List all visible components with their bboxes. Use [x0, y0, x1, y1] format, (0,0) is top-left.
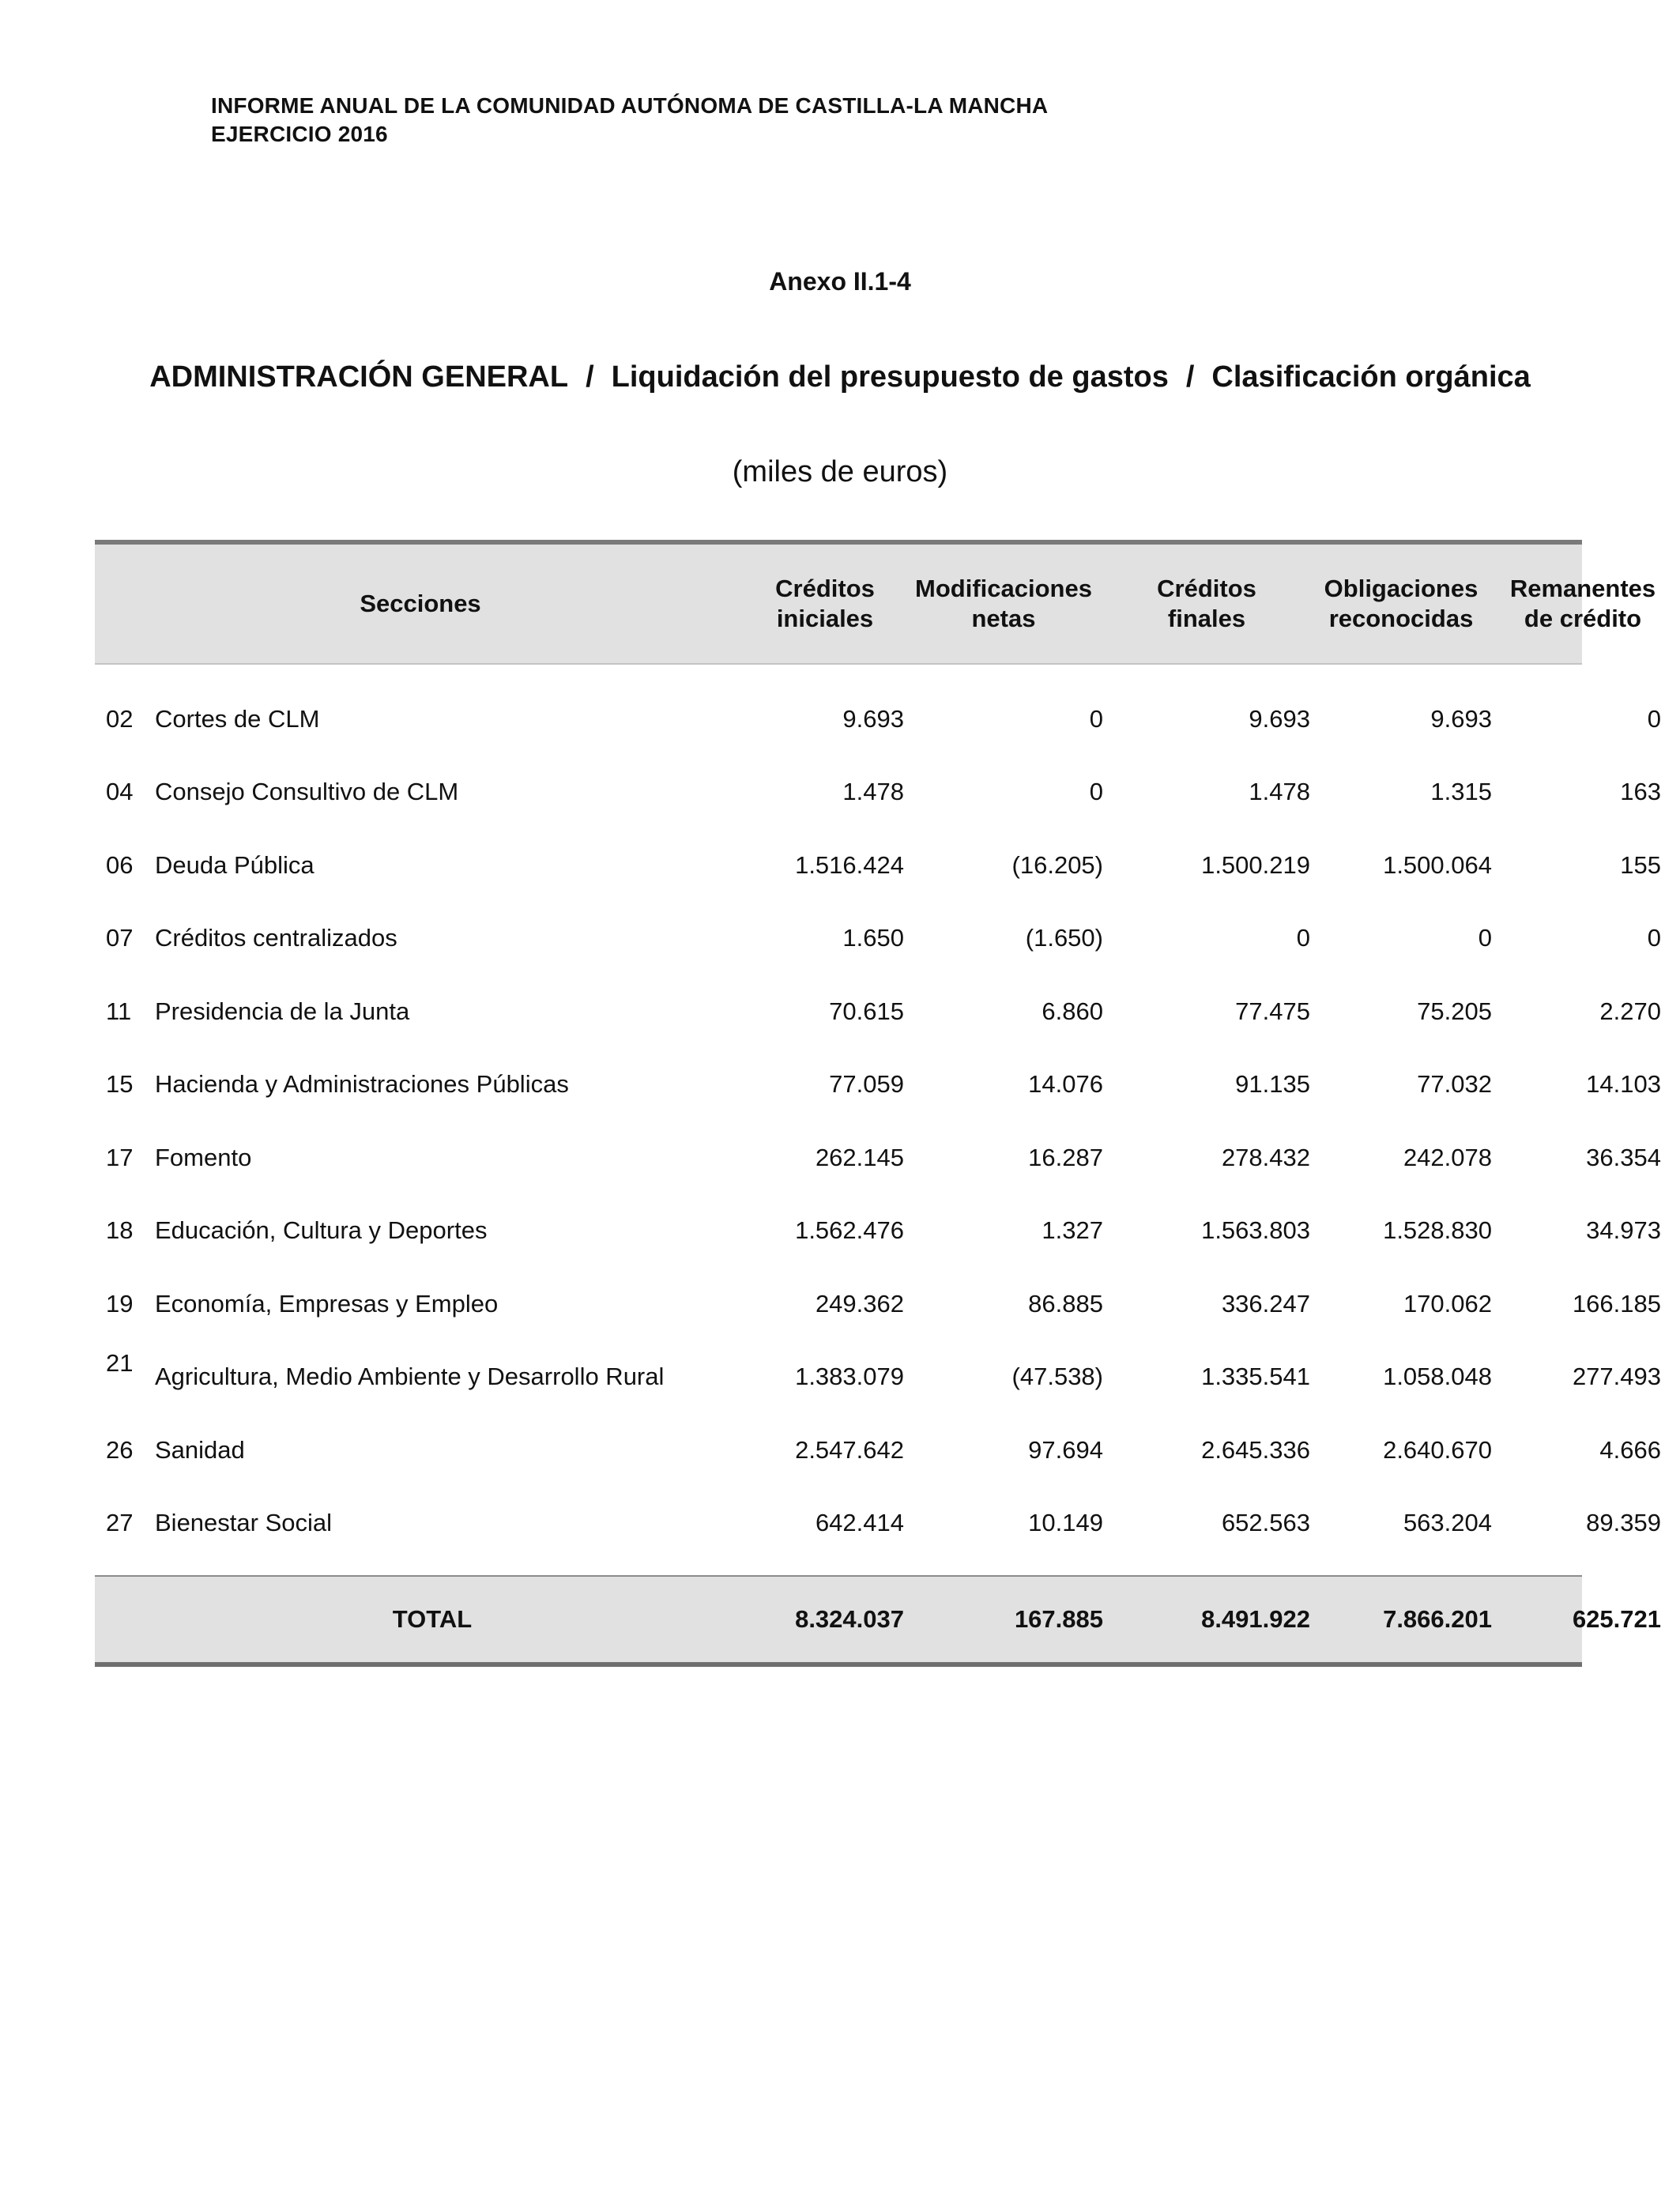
units-label: (miles de euros): [732, 455, 948, 488]
remanentes-credito-value: 34.973: [1586, 1216, 1661, 1245]
total-label: TOTAL: [392, 1605, 473, 1633]
creditos-finales-value: 278.432: [1221, 1143, 1310, 1171]
creditos-finales-value: 652.563: [1221, 1509, 1310, 1537]
creditos-finales-value: 0: [1296, 924, 1310, 952]
table-row: [95, 1487, 1661, 1560]
section-name: Hacienda y Administraciones Públicas: [155, 1070, 569, 1099]
modificaciones-netas-value: 6.860: [1042, 997, 1103, 1025]
section-code: 15: [106, 1070, 134, 1099]
creditos-finales-value: 1.478: [1249, 778, 1310, 806]
column-header-remanentes-credito: [1492, 574, 1674, 634]
modificaciones-netas-value: (16.205): [1011, 850, 1103, 879]
section-name: Sanidad: [155, 1435, 245, 1464]
obligaciones-reconocidas-value: 1.528.830: [1383, 1216, 1492, 1245]
column-header-line: netas: [971, 605, 1036, 632]
creditos-iniciales-value: 1.516.424: [795, 850, 904, 879]
column-header-line: finales: [1167, 605, 1246, 632]
section-code: 06: [106, 850, 134, 879]
creditos-iniciales-value: 9.693: [842, 704, 904, 733]
page-title: [0, 360, 1680, 394]
section-name: Créditos centralizados: [155, 924, 397, 952]
table-row: [95, 1267, 1661, 1340]
column-header-creditos-iniciales: [746, 574, 904, 634]
modificaciones-netas-value: (47.538): [1011, 1363, 1103, 1391]
section-name: Bienestar Social: [155, 1509, 333, 1537]
column-header-line: Obligaciones: [1324, 575, 1478, 602]
obligaciones-reconocidas-value: 1.500.064: [1383, 850, 1492, 879]
section-name: Educación, Cultura y Deportes: [155, 1216, 488, 1245]
column-header-line: Créditos: [1157, 575, 1256, 602]
total-row: [95, 1577, 1661, 1662]
column-header-obligaciones-reconocidas: [1310, 574, 1492, 634]
column-header-line: Modificaciones: [915, 575, 1092, 602]
modificaciones-netas-value: 0: [1089, 778, 1103, 806]
modificaciones-netas-value: (1.650): [1025, 924, 1103, 952]
table-row: [95, 1340, 1661, 1414]
total-remanentes-credito: 625.721: [1572, 1605, 1661, 1633]
column-header-line: Créditos: [775, 575, 875, 602]
table-row: [95, 1121, 1661, 1194]
remanentes-credito-value: 14.103: [1586, 1070, 1661, 1099]
section-name: Fomento: [155, 1143, 252, 1171]
title-part-classification: Clasificación orgánica: [1211, 360, 1531, 394]
column-header-secciones: Secciones: [360, 590, 481, 617]
section-code: 18: [106, 1216, 134, 1245]
section-name: Economía, Empresas y Empleo: [155, 1289, 499, 1318]
total-creditos-iniciales: 8.324.037: [795, 1605, 904, 1633]
creditos-iniciales-value: 70.615: [829, 997, 904, 1025]
modificaciones-netas-value: 10.149: [1028, 1509, 1103, 1537]
creditos-finales-value: 2.645.336: [1201, 1435, 1310, 1464]
column-header-line: iniciales: [776, 605, 874, 632]
creditos-finales-value: 9.693: [1249, 704, 1310, 733]
budget-table: [95, 540, 1661, 1667]
remanentes-credito-value: 163: [1620, 778, 1661, 806]
section-name: Deuda Pública: [155, 850, 315, 879]
table-row: [95, 1048, 1661, 1122]
table-row: [95, 756, 1661, 829]
creditos-iniciales-value: 77.059: [829, 1070, 904, 1099]
remanentes-credito-value: 89.359: [1586, 1509, 1661, 1537]
creditos-finales-value: 77.475: [1235, 997, 1310, 1025]
title-separator: /: [586, 360, 594, 394]
table-row: [95, 682, 1661, 756]
obligaciones-reconocidas-value: 9.693: [1430, 704, 1492, 733]
report-header-line2: EJERCICIO 2016: [211, 122, 388, 146]
obligaciones-reconocidas-value: 242.078: [1403, 1143, 1492, 1171]
title-part-liquidation: Liquidación del presupuesto de gastos: [611, 360, 1169, 394]
modificaciones-netas-value: 86.885: [1028, 1289, 1103, 1318]
section-name: Agricultura, Medio Ambiente y Desarrollo Rural: [155, 1363, 665, 1391]
total-modificaciones-netas: 167.885: [1014, 1605, 1103, 1633]
modificaciones-netas-value: 16.287: [1028, 1143, 1103, 1171]
creditos-iniciales-value: 1.650: [842, 924, 904, 952]
creditos-iniciales-value: 1.383.079: [795, 1363, 904, 1391]
annex-label: Anexo II.1-4: [769, 267, 911, 296]
modificaciones-netas-value: 97.694: [1028, 1435, 1103, 1464]
total-creditos-finales: 8.491.922: [1201, 1605, 1310, 1633]
obligaciones-reconocidas-value: 77.032: [1417, 1070, 1492, 1099]
creditos-iniciales-value: 1.562.476: [795, 1216, 904, 1245]
creditos-iniciales-value: 1.478: [842, 778, 904, 806]
title-part-administration: ADMINISTRACIÓN GENERAL: [149, 360, 569, 394]
section-code: 04: [106, 778, 134, 806]
obligaciones-reconocidas-value: 563.204: [1403, 1509, 1492, 1537]
remanentes-credito-value: 0: [1647, 704, 1661, 733]
table-row: [95, 828, 1661, 902]
obligaciones-reconocidas-value: 170.062: [1403, 1289, 1492, 1318]
section-name: Consejo Consultivo de CLM: [155, 778, 459, 806]
title-separator: /: [1185, 360, 1195, 394]
table-row: [95, 1194, 1661, 1268]
obligaciones-reconocidas-value: 1.315: [1430, 778, 1492, 806]
modificaciones-netas-value: 1.327: [1042, 1216, 1103, 1245]
creditos-finales-value: 336.247: [1221, 1289, 1310, 1318]
obligaciones-reconocidas-value: 2.640.670: [1383, 1435, 1492, 1464]
section-code: 27: [106, 1509, 134, 1537]
remanentes-credito-value: 277.493: [1572, 1363, 1661, 1391]
column-header-creditos-finales: [1103, 574, 1310, 634]
obligaciones-reconocidas-value: 1.058.048: [1383, 1363, 1492, 1391]
table-row: [95, 902, 1661, 975]
obligaciones-reconocidas-value: 0: [1478, 924, 1492, 952]
section-code: 21: [106, 1348, 134, 1377]
remanentes-credito-value: 2.270: [1599, 997, 1661, 1025]
column-header-line: Remanentes: [1509, 575, 1656, 602]
creditos-finales-value: 1.563.803: [1201, 1216, 1310, 1245]
modificaciones-netas-value: 0: [1089, 704, 1103, 733]
table-row: [95, 974, 1661, 1048]
section-code: 19: [106, 1289, 134, 1318]
section-code: 26: [106, 1435, 134, 1464]
column-header-line: de crédito: [1524, 605, 1642, 632]
creditos-iniciales-value: 249.362: [815, 1289, 904, 1318]
modificaciones-netas-value: 14.076: [1028, 1070, 1103, 1099]
table-body: [95, 665, 1661, 1575]
section-code: 02: [106, 704, 134, 733]
total-obligaciones-reconocidas: 7.866.201: [1383, 1605, 1492, 1633]
creditos-finales-value: 91.135: [1235, 1070, 1310, 1099]
remanentes-credito-value: 166.185: [1572, 1289, 1661, 1318]
column-header-modificaciones-netas: [904, 574, 1103, 634]
remanentes-credito-value: 155: [1620, 850, 1661, 879]
report-header-line1: INFORME ANUAL DE LA COMUNIDAD AUTÓNOMA DE CASTILLA-LA MANCHA: [211, 93, 1049, 118]
creditos-iniciales-value: 262.145: [815, 1143, 904, 1171]
section-code: 17: [106, 1143, 134, 1171]
remanentes-credito-value: 4.666: [1599, 1435, 1661, 1464]
obligaciones-reconocidas-value: 75.205: [1417, 997, 1492, 1025]
remanentes-credito-value: 0: [1647, 924, 1661, 952]
report-header: [211, 92, 1048, 149]
section-name: Cortes de CLM: [155, 704, 320, 733]
section-code: 07: [106, 924, 134, 952]
section-name: Presidencia de la Junta: [155, 997, 410, 1025]
creditos-finales-value: 1.335.541: [1201, 1363, 1310, 1391]
remanentes-credito-value: 36.354: [1586, 1143, 1661, 1171]
section-code: 11: [106, 997, 132, 1025]
creditos-finales-value: 1.500.219: [1201, 850, 1310, 879]
table-bottom-rule: [95, 1662, 1582, 1667]
creditos-iniciales-value: 642.414: [815, 1509, 904, 1537]
table-row: [95, 1413, 1661, 1487]
table-header-row: [95, 545, 1656, 665]
column-header-line: reconocidas: [1328, 605, 1474, 632]
creditos-iniciales-value: 2.547.642: [795, 1435, 904, 1464]
